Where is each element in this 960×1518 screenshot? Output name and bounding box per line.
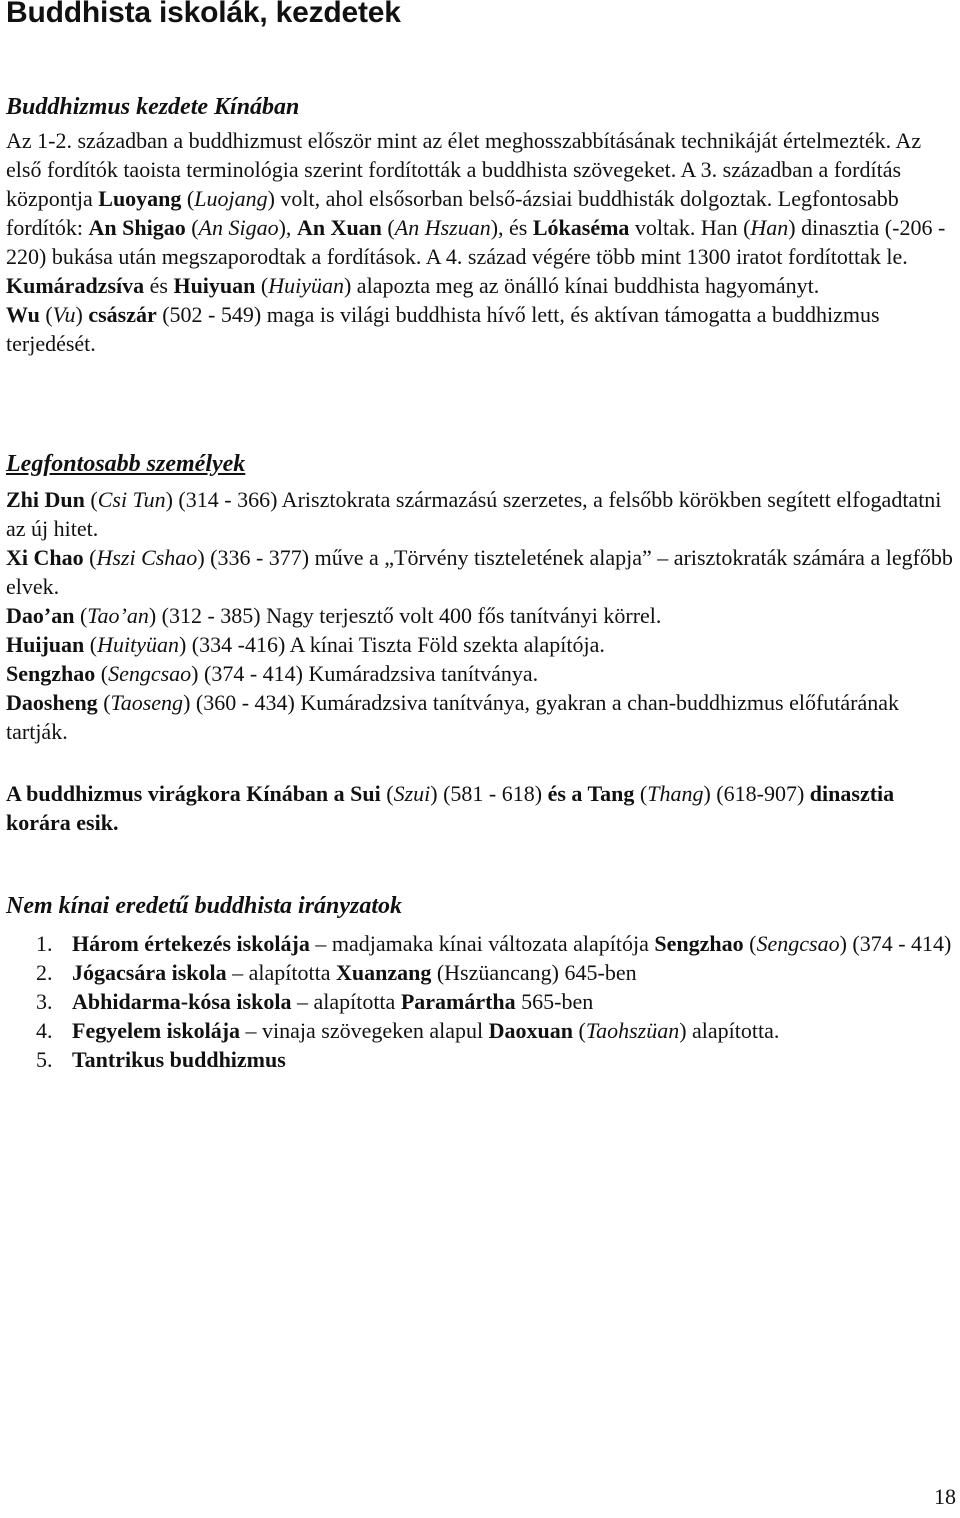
term-kumaradzsiva: Kumáradzsíva bbox=[6, 273, 145, 298]
term-luoyang: Luoyang bbox=[98, 186, 182, 211]
term-lokasema: Lókaséma bbox=[532, 215, 630, 240]
person-huijuan bbox=[6, 630, 956, 659]
text: ( bbox=[255, 273, 269, 298]
text: ) (618-907) bbox=[703, 781, 810, 806]
text: ) alapította. bbox=[679, 1018, 780, 1043]
page-number: 18 bbox=[934, 1484, 956, 1509]
person-name-hu: Csi Tun bbox=[97, 487, 166, 512]
term-huiyuan-hu: Huiyüan bbox=[268, 273, 344, 298]
text: ( bbox=[39, 302, 53, 327]
text: ( bbox=[83, 545, 97, 570]
text: ) (581 - 618) bbox=[430, 781, 548, 806]
text: ) alapozta meg az önálló kínai buddhista hagyományt. bbox=[343, 273, 820, 298]
person-name-hu: Sengcsao bbox=[108, 661, 192, 686]
list-text bbox=[72, 929, 956, 958]
school-name: Három értekezés iskolája bbox=[72, 931, 310, 956]
person-name-hu: Huityüan bbox=[97, 632, 179, 657]
list-text bbox=[72, 1016, 956, 1045]
text: ( bbox=[380, 781, 394, 806]
person-name: Zhi Dun bbox=[6, 487, 85, 512]
paragraph-golden-age bbox=[6, 779, 956, 837]
text: ) (336 - 377) műve a „Törvény tiszteletének alapja” – arisztokraták számára a legfőbb elvek. bbox=[6, 545, 953, 599]
text: – alapította bbox=[291, 989, 401, 1014]
text: ( bbox=[185, 215, 199, 240]
paragraph-kumaradzsiva bbox=[6, 271, 956, 300]
text: ) bbox=[75, 302, 89, 327]
text: (502 - 549) maga is világi buddhista hívő lett, és aktívan támogatta a buddhizmus terjedését. bbox=[6, 302, 880, 356]
text: – vinaja szövegeken alapul bbox=[240, 1018, 489, 1043]
person-name: Xi Chao bbox=[6, 545, 84, 570]
section-buddhism-beginnings bbox=[6, 93, 956, 358]
term-szui: Szui bbox=[393, 781, 431, 806]
text: ( bbox=[97, 690, 111, 715]
text: ( bbox=[84, 632, 98, 657]
list-number: 5. bbox=[36, 1047, 53, 1072]
person-xi-chao bbox=[6, 543, 956, 601]
section-heading-beginnings: Buddhizmus kezdete Kínában bbox=[6, 94, 300, 120]
term-han: Han bbox=[750, 215, 789, 240]
term-vu: Vu bbox=[52, 302, 76, 327]
list-number: 2. bbox=[36, 960, 53, 985]
section-heading-people: Legfontosabb személyek bbox=[6, 451, 246, 477]
text: – madjamaka kínai változata alapítója bbox=[309, 931, 655, 956]
section-golden-age bbox=[6, 779, 956, 837]
text: ( bbox=[181, 186, 195, 211]
text-bold: és a Tang bbox=[547, 781, 635, 806]
section-important-people bbox=[6, 450, 956, 746]
text: voltak. Han ( bbox=[629, 215, 751, 240]
section-non-chinese-schools bbox=[6, 892, 956, 921]
text: ), és bbox=[490, 215, 533, 240]
text-bold: dinasztia korára esik. bbox=[6, 781, 895, 835]
text: ( bbox=[84, 487, 98, 512]
text: (Hszüancang) 645-ben bbox=[431, 960, 637, 985]
list-item bbox=[6, 1045, 956, 1074]
paragraph-wu bbox=[6, 300, 956, 358]
text: 565-ben bbox=[515, 989, 594, 1014]
list-text bbox=[72, 1045, 956, 1074]
term-luojang: Luojang bbox=[194, 186, 268, 211]
person-zhi-dun bbox=[6, 485, 956, 543]
person-name: Dao’an bbox=[6, 603, 75, 628]
text: ), bbox=[278, 215, 297, 240]
founder-name: Paramártha bbox=[400, 989, 516, 1014]
person-sengzhao bbox=[6, 659, 956, 688]
text: ) (312 - 385) Nagy terjesztő volt 400 fős tanítványi körrel. bbox=[148, 603, 662, 628]
text: ) (374 - 414) bbox=[839, 931, 952, 956]
list-number: 1. bbox=[36, 931, 53, 956]
text: ) (314 - 366) Arisztokrata származású szerzetes, a felsőbb körökben segített elfogadtatni az új hitet. bbox=[6, 487, 942, 541]
school-name: Jógacsára iskola bbox=[72, 960, 227, 985]
text: ( bbox=[381, 215, 395, 240]
list-item bbox=[6, 958, 956, 987]
text: ) (360 - 434) Kumáradzsiva tanítványa, gyakran a chan-buddhizmus előfutárának tartják. bbox=[6, 690, 900, 744]
list-number: 4. bbox=[36, 1018, 53, 1043]
term-an-xuan: An Xuan bbox=[296, 215, 382, 240]
schools-list bbox=[6, 929, 956, 1074]
term-an-hszuan: An Hszuan bbox=[394, 215, 491, 240]
person-name: Sengzhao bbox=[6, 661, 96, 686]
founder-name-hu: Sengcsao bbox=[756, 931, 840, 956]
person-name: Huijuan bbox=[6, 632, 85, 657]
term-an-shigao: An Shigao bbox=[88, 215, 186, 240]
text: ) (374 - 414) Kumáradzsiva tanítványa. bbox=[191, 661, 539, 686]
text: és bbox=[144, 273, 174, 298]
person-name-hu: Tao’an bbox=[87, 603, 149, 628]
text-bold: A buddhizmus virágkora Kínában a Sui bbox=[6, 781, 381, 806]
text: ( bbox=[95, 661, 109, 686]
section-heading-schools: Nem kínai eredetű buddhista irányzatok bbox=[6, 893, 403, 919]
term-thang: Thang bbox=[647, 781, 704, 806]
school-name: Tantrikus buddhizmus bbox=[72, 1047, 286, 1072]
founder-name: Xuanzang bbox=[335, 960, 432, 985]
paragraph-intro bbox=[6, 126, 956, 271]
person-name-hu: Taoseng bbox=[110, 690, 184, 715]
text: ) dinasztia (-206 - 220) bukása után megszaporodtak a fordítások. A 4. század végére több mint 1300 iratot fordítottak le. bbox=[6, 215, 946, 269]
text: Az 1-2. században a buddhizmust először mint az élet meghosszabbításának technikáját értelmezték. Az első fordítók taoista terminológia szerint fordították a buddhista szövegeket. A 3. században a fordítás központja bbox=[6, 128, 922, 211]
list-item bbox=[6, 987, 956, 1016]
founder-name-hu: Taohszüan bbox=[585, 1018, 680, 1043]
text: ( bbox=[573, 1018, 586, 1043]
person-name-hu: Hszi Cshao bbox=[96, 545, 198, 570]
founder-name: Sengzhao bbox=[654, 931, 744, 956]
person-name: Daosheng bbox=[6, 690, 98, 715]
list-item bbox=[6, 929, 956, 958]
list-number: 3. bbox=[36, 989, 53, 1014]
text: – alapította bbox=[226, 960, 336, 985]
list-text bbox=[72, 958, 956, 987]
list-text bbox=[72, 987, 956, 1016]
founder-name: Daoxuan bbox=[488, 1018, 574, 1043]
school-name: Fegyelem iskolája bbox=[72, 1018, 241, 1043]
list-item bbox=[6, 1016, 956, 1045]
text: ) (334 -416) A kínai Tiszta Föld szekta alapítója. bbox=[178, 632, 605, 657]
text: ( bbox=[74, 603, 88, 628]
term-wu: Wu bbox=[6, 302, 40, 327]
text: ) volt, ahol elsősorban belső-ázsiai buddhisták dolgoztak. Legfontosabb fordítók: bbox=[6, 186, 899, 240]
school-name: Abhidarma-kósa iskola bbox=[72, 989, 292, 1014]
person-dao-an bbox=[6, 601, 956, 630]
text: ( bbox=[743, 931, 757, 956]
term-csaszar: császár bbox=[88, 302, 157, 327]
text: ( bbox=[634, 781, 648, 806]
page-title: Buddhista iskolák, kezdetek bbox=[6, 0, 401, 29]
term-huiyuan: Huiyuan bbox=[173, 273, 256, 298]
term-an-sigao: An Sigao bbox=[198, 215, 279, 240]
person-daosheng bbox=[6, 688, 956, 746]
